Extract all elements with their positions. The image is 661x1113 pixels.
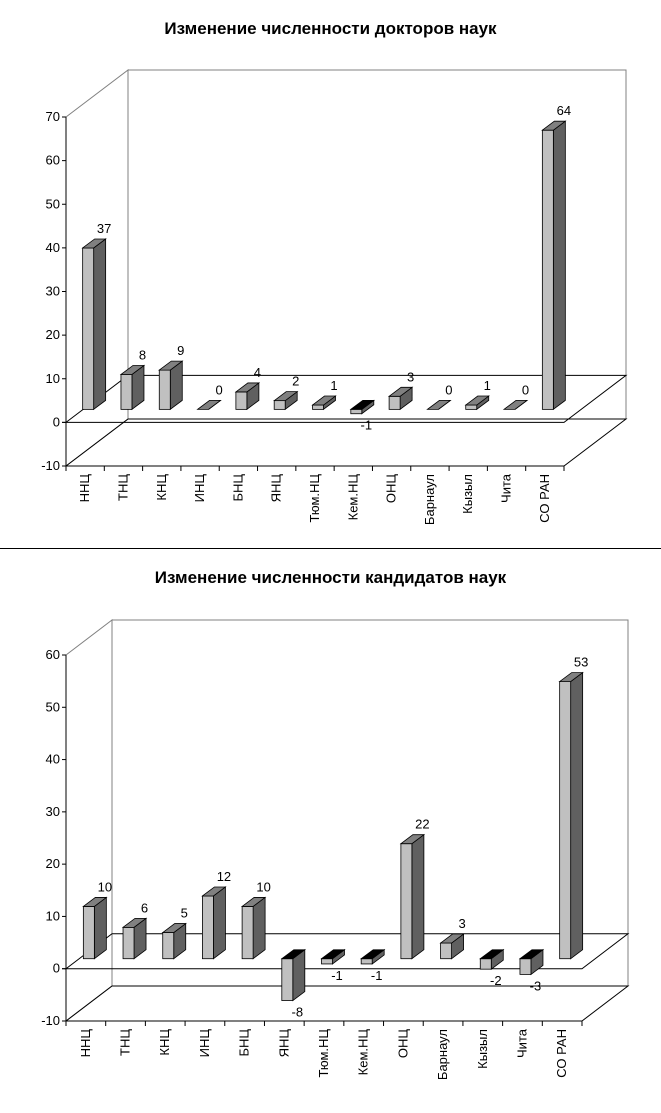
candidates-value-label: -2 — [489, 973, 502, 989]
doctors-y-tick-label: 20 — [45, 327, 60, 343]
candidates-x-tick-label: КНЦ — [157, 1029, 173, 1056]
doctors-y-tick-label: -10 — [41, 458, 60, 473]
candidates-value-label: 22 — [415, 816, 430, 832]
candidates-value-label: -8 — [291, 1004, 304, 1020]
candidates-value-label: 12 — [216, 868, 232, 884]
candidates-bar — [163, 933, 174, 959]
doctors-x-tick-label: Кем.НЦ — [345, 474, 361, 521]
doctors-value-label: 9 — [177, 343, 185, 359]
chart-title-candidates: Изменение численности кандидатов наук — [154, 568, 507, 587]
candidates-zero-plane — [66, 934, 628, 969]
candidates-x-tick-label: БНЦ — [236, 1029, 252, 1057]
candidates-value-label: 53 — [573, 654, 589, 670]
candidates-x-tick-label: Барнаул — [435, 1029, 451, 1081]
candidates-y-tick-label: 50 — [45, 699, 60, 715]
candidates-x-tick-label: ИНЦ — [196, 1029, 212, 1058]
candidates-value-label: -3 — [529, 978, 542, 994]
doctors-x-tick-label: ЯНЦ — [268, 474, 284, 503]
doctors-y-tick-label: 60 — [45, 152, 60, 168]
candidates-y-tick-label: 30 — [45, 803, 60, 819]
candidates-bar-side — [213, 887, 225, 959]
candidates-value-label: 3 — [458, 916, 466, 932]
candidates-x-tick-label: СО РАН — [554, 1029, 570, 1078]
candidates-bar — [520, 959, 531, 975]
candidates-x-tick-label: ЯНЦ — [276, 1029, 292, 1058]
doctors-x-tick-label: КНЦ — [153, 474, 169, 501]
candidates-x-tick-label: ННЦ — [77, 1029, 93, 1058]
doctors-value-label: 64 — [556, 103, 572, 119]
candidates-bar — [480, 959, 491, 969]
candidates-bar-side — [412, 835, 424, 959]
doctors-value-label: 8 — [138, 347, 147, 363]
candidates-bar — [123, 927, 134, 958]
candidates-bar — [242, 906, 253, 958]
doctors-x-tick-label: СО РАН — [536, 474, 552, 523]
candidates-floor — [66, 986, 628, 1021]
candidates-y-tick-label: 40 — [45, 751, 60, 767]
candidates-x-tick-label: Кем.НЦ — [355, 1029, 371, 1076]
candidates-bar — [322, 959, 333, 964]
doctors-x-tick-label: ННЦ — [77, 474, 93, 503]
doctors-y-tick-label: 30 — [45, 283, 60, 299]
doctors-x-tick-label: БНЦ — [230, 474, 246, 502]
doctors-x-tick-label: Кызыл — [460, 474, 476, 514]
candidates-value-label: -1 — [370, 967, 383, 983]
doctors-value-label: 1 — [483, 378, 491, 394]
candidates-bar — [282, 959, 293, 1001]
candidates-bar — [560, 682, 571, 959]
candidates-x-tick-label: Кызыл — [474, 1029, 490, 1069]
candidates-value-label: -1 — [331, 967, 343, 983]
doctors-value-label: 3 — [406, 369, 415, 385]
doctors-value-label: 0 — [215, 382, 223, 398]
doctors-y-tick-label: 40 — [45, 239, 60, 255]
doctors-x-tick-label: ИНЦ — [192, 474, 208, 503]
doctors-value-label: 1 — [330, 378, 338, 394]
candidates-x-tick-label: Тюм.НЦ — [316, 1029, 331, 1078]
doctors-value-label: 37 — [96, 220, 112, 236]
candidates-y-tick-label: 20 — [45, 856, 60, 872]
doctors-x-tick-label: Барнаул — [421, 474, 437, 526]
candidates-y-tick-label: 60 — [45, 647, 60, 662]
doctors-x-tick-label: Чита — [498, 474, 514, 503]
candidates-bar-side — [94, 897, 106, 958]
doctors-y-tick-label: 10 — [45, 370, 60, 386]
doctors-y-tick-label: 0 — [52, 414, 60, 430]
candidates-bar-side — [253, 897, 265, 958]
doctors-x-tick-label: Тюм.НЦ — [307, 474, 322, 523]
candidates-value-label: 6 — [140, 900, 149, 916]
candidates-y-tick-label: -10 — [41, 1013, 60, 1028]
doctors-value-label: 0 — [445, 382, 453, 398]
doctors-value-label: 0 — [521, 382, 530, 398]
doctors-y-tick-label: 50 — [45, 196, 60, 212]
doctors-y-tick-label: 70 — [45, 109, 60, 124]
candidates-left-wall — [66, 620, 112, 1021]
doctors-x-tick-label: ОНЦ — [383, 474, 399, 504]
doctors-value-label: 2 — [292, 373, 300, 389]
candidates-back-wall — [112, 620, 628, 989]
candidates-bar — [401, 844, 412, 959]
candidates-value-label: 10 — [97, 879, 113, 895]
candidates-y-tick-label: 10 — [45, 908, 60, 924]
candidates-x-tick-label: Чита — [514, 1029, 530, 1058]
doctors-value-label: -1 — [360, 417, 373, 433]
candidates-x-tick-label: ОНЦ — [395, 1029, 411, 1059]
candidates-bar — [202, 896, 213, 959]
candidates-value-label: 10 — [256, 879, 271, 895]
candidates-bar — [83, 906, 94, 958]
chart-title-doctors: Изменение численности докторов наук — [164, 19, 497, 38]
candidates-value-label: 5 — [180, 905, 188, 921]
candidates-bar — [441, 943, 452, 959]
doctors-x-tick-label: ТНЦ — [115, 474, 131, 501]
candidates-x-tick-label: ТНЦ — [117, 1029, 133, 1056]
candidates-bar-side — [571, 673, 583, 959]
doctors-value-label: 4 — [253, 364, 262, 380]
candidates-bar — [361, 959, 372, 964]
candidates-y-tick-label: 0 — [52, 960, 60, 976]
